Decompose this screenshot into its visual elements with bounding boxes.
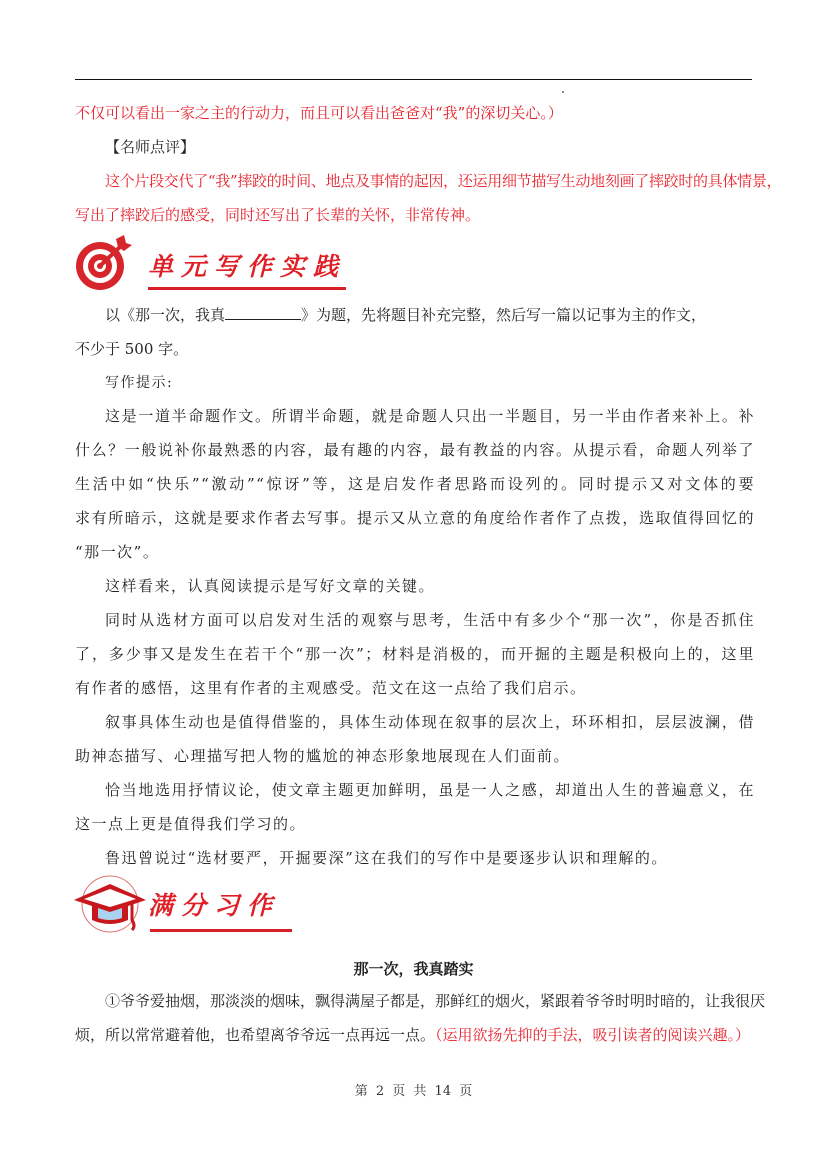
hint-line: 生活中如“快乐”“激动”“惊讶”等，这是启发作者思路而设列的。同时提示又对文体的要 <box>75 475 755 493</box>
essay-line: ①爷爷爱抽烟，那淡淡的烟味，飘得满屋子都是，那鲜红的烟火，紧跟着爷爷时明时暗的，让我很厌 <box>105 992 766 1010</box>
teacher-comment-line: 这个片段交代了“我”摔跤的时间、地点及事情的起因，还运用细节描写生动地刻画了摔跤时的具体情景， <box>105 172 782 190</box>
speck <box>562 91 564 93</box>
continued-comment: 不仅可以看出一家之主的行动力，而且可以看出爸爸对“我”的深切关心。） <box>75 104 563 122</box>
essay-line <box>75 1025 755 1045</box>
hint-line: 叙事具体生动也是值得借鉴的，具体生动体现在叙事的层次上，环环相扣，层层波澜，借 <box>105 713 755 731</box>
hint-line: 这样看来，认真阅读提示是写好文章的关键。 <box>105 577 436 595</box>
teacher-comment-heading: 【名师点评】 <box>105 138 196 156</box>
header-rule <box>75 79 752 80</box>
graduation-cap-icon <box>70 870 150 936</box>
hint-line: 求有所暗示，这就是要求作者去写事。提示又从立意的角度给作者作了点拨，选取值得回忆的 <box>75 509 755 527</box>
hint-line: 同时从选材方面可以启发对生活的观察与思考，生活中有多少个“那一次”，你是否抓住 <box>105 611 755 629</box>
writing-prompt-cont: 不少于 500 字。 <box>75 340 189 358</box>
title-underline <box>148 287 346 290</box>
hint-label: 写作提示: <box>105 375 174 391</box>
section-title: 单元写作实践 <box>148 252 347 281</box>
writing-prompt <box>75 305 785 325</box>
section-banner-full-marks-essay <box>70 870 310 936</box>
hint-line: “那一次”。 <box>75 543 160 561</box>
prompt-text: 以《那一次，我真 <box>105 306 226 324</box>
hint-line: 这一点上更是值得我们学习的。 <box>75 815 307 833</box>
prompt-text: 》为题，先将题目补充完整，然后写一篇以记事为主的作文， <box>301 306 707 324</box>
essay-title: 那一次，我真踏实 <box>353 960 474 978</box>
hint-line: 这是一道半命题作文。所谓半命题，就是命题人只出一半题目，另一半由作者来补上。补 <box>105 407 755 425</box>
hint-line: 了，多少事又是发生在若干个“那一次”；材料是消极的，而开掘的主题是积极向上的，这里 <box>75 645 755 663</box>
hint-line: 鲁迅曾说过“选材要严，开掘要深”这在我们的写作中是要逐步认识和理解的。 <box>105 849 668 867</box>
target-icon <box>72 233 136 293</box>
hint-line: 有作者的感悟，这里有作者的主观感受。范文在这一点给了我们启示。 <box>75 679 587 697</box>
section-banner-writing-practice <box>70 233 370 295</box>
teacher-comment-line: 写出了摔跤后的感受，同时还写出了长辈的关怀，非常传神。 <box>75 206 481 224</box>
title-blank <box>225 305 301 320</box>
essay-text: 烦，所以常常避着他，也希望离爷爷远一点再远一点。 <box>75 1026 436 1044</box>
title-underline <box>150 929 292 932</box>
essay-annotation: （运用欲扬先抑的手法，吸引读者的阅读兴趣。） <box>435 1026 751 1044</box>
hint-line: 恰当地选用抒情议论，使文章主题更加鲜明，虽是一人之感，却道出人生的普遍意义，在 <box>105 781 755 799</box>
page-number: 第 2 页 共 14 页 <box>354 1084 473 1099</box>
hint-line: 什么？一般说补你最熟悉的内容，最有趣的内容，最有教益的内容。从提示看，命题人列举了 <box>75 441 755 459</box>
hint-line: 助神态描写、心理描写把人物的尴尬的神态形象地展现在人们面前。 <box>75 747 571 765</box>
section-title: 满分习作 <box>148 891 281 920</box>
